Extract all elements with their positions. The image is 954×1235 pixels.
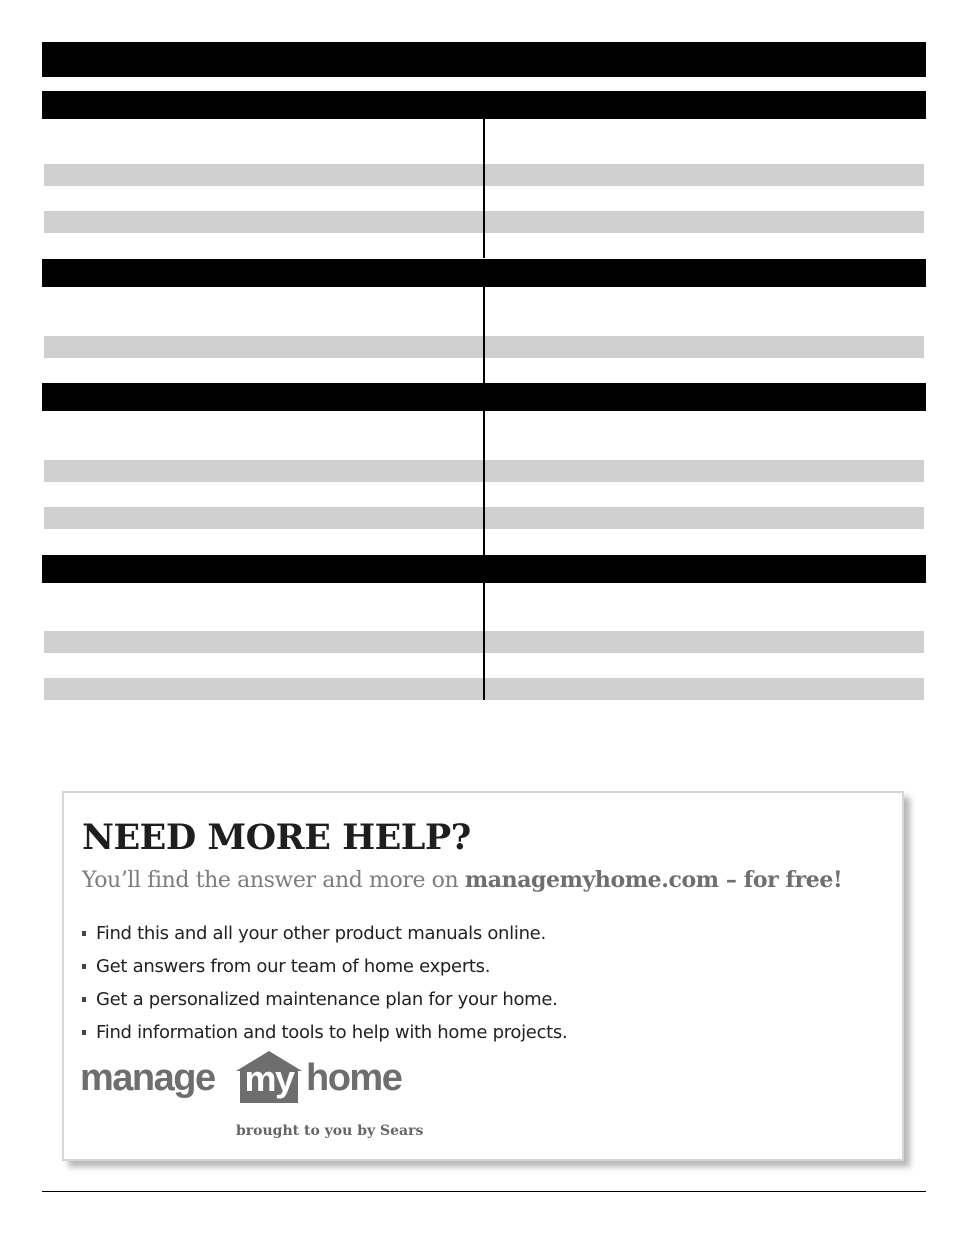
list-item bbox=[82, 1016, 567, 1049]
website-link[interactable]: managemyhome.com – for free! bbox=[464, 867, 843, 893]
column-divider bbox=[483, 411, 485, 555]
bullet-icon bbox=[82, 964, 86, 969]
table-header-band bbox=[42, 383, 926, 411]
bullet-icon bbox=[82, 931, 86, 936]
managemyhome-logo bbox=[80, 1051, 420, 1111]
table-body bbox=[42, 119, 926, 258]
spec-table-4 bbox=[42, 555, 926, 700]
table-header-band bbox=[42, 259, 926, 287]
spec-table-2 bbox=[42, 259, 926, 384]
logo-word-home: home bbox=[306, 1057, 402, 1099]
spec-table-3 bbox=[42, 383, 926, 555]
logo-word-my: my bbox=[244, 1058, 294, 1099]
table-body bbox=[42, 287, 926, 384]
logo-tagline: brought to you by Sears bbox=[236, 1123, 424, 1139]
header-bar bbox=[42, 42, 926, 77]
list-item-text: Find this and all your other product manuals online. bbox=[96, 923, 546, 944]
help-subtitle bbox=[82, 867, 842, 893]
list-item-text: Find information and tools to help with home projects. bbox=[96, 1022, 568, 1043]
help-title: NEED MORE HELP? bbox=[82, 817, 471, 858]
help-list bbox=[82, 917, 567, 1049]
logo-word-manage: manage bbox=[80, 1057, 215, 1099]
bullet-icon bbox=[82, 1030, 86, 1035]
help-callout bbox=[62, 791, 904, 1161]
column-divider bbox=[483, 287, 485, 384]
column-divider bbox=[483, 583, 485, 700]
subtitle-lead: You’ll find the answer and more on bbox=[82, 868, 465, 893]
table-body bbox=[42, 583, 926, 700]
list-item bbox=[82, 950, 567, 983]
table-header-band bbox=[42, 91, 926, 119]
table-header-band bbox=[42, 555, 926, 583]
footer-rule bbox=[42, 1191, 926, 1192]
bullet-icon bbox=[82, 997, 86, 1002]
list-item bbox=[82, 983, 567, 1016]
list-item-text: Get answers from our team of home experts. bbox=[96, 956, 491, 977]
column-divider bbox=[483, 119, 485, 258]
table-body bbox=[42, 411, 926, 555]
spec-table-1 bbox=[42, 91, 926, 258]
list-item-text: Get a personalized maintenance plan for your home. bbox=[96, 989, 558, 1010]
list-item bbox=[82, 917, 567, 950]
